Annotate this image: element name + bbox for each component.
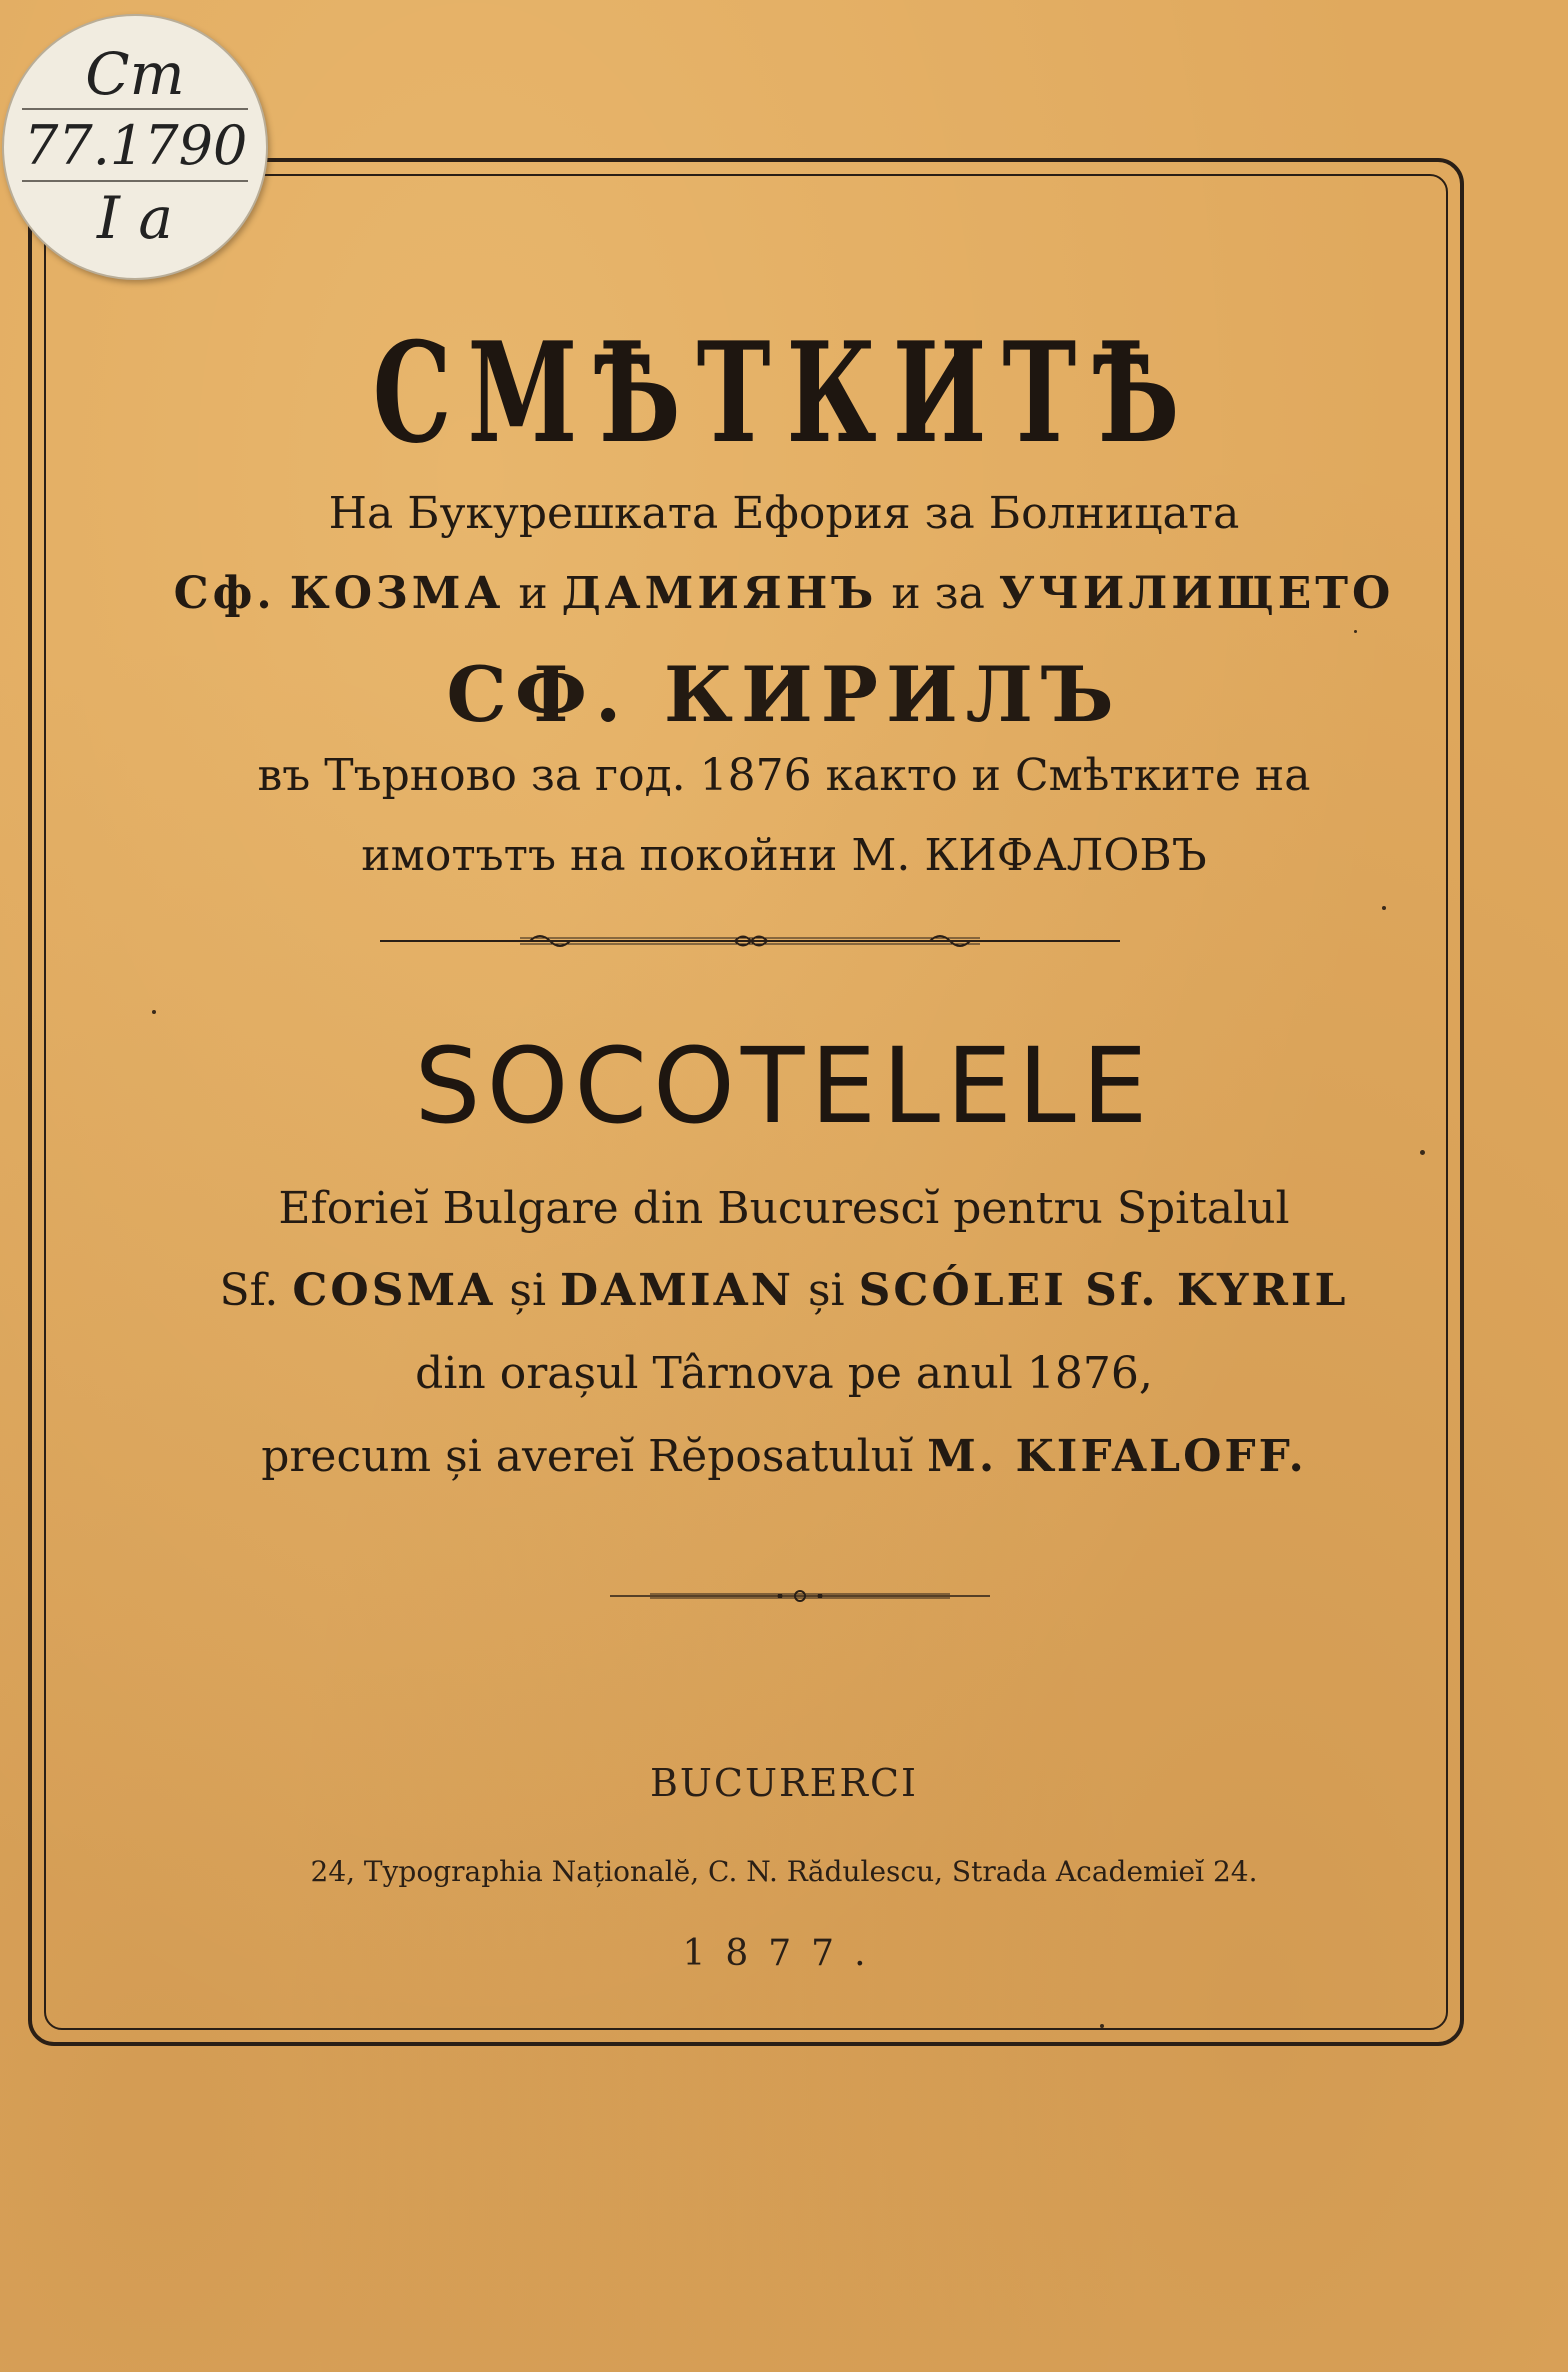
romanian-line-4 [0,1428,1568,1486]
imprint-printer: 24, Typographia Naționalĕ, C. N. Rădulescu, Strada Academieĭ 24. [310,1855,1258,1888]
bulgarian-and-for: и за [891,568,985,619]
ornamental-rule-1 [380,926,1120,956]
sticker-line-3: I а [97,184,173,252]
romanian-title: SOCOTELELE [414,1025,1154,1147]
sticker-line-1: Ст [85,40,185,108]
ornamental-rule-2 [610,1584,990,1608]
sticker-rule-2 [22,180,248,182]
bulgarian-line-2 [0,564,1568,624]
romanian-si-1: și [509,1265,547,1316]
paper-speck [1420,1150,1425,1155]
bulgarian-conjunction: и [518,568,548,619]
romanian-line-1: Eforieĭ Bulgare din Bucurescĭ pentru Spitalul [278,1183,1290,1234]
paper-speck [1382,906,1386,910]
bulgarian-line-5: имотътъ на покойни М. КИФАЛОВЪ [361,830,1207,881]
romanian-damian: DAMIAN [560,1265,794,1316]
sticker-line-2: 77.1790 [24,114,248,177]
paper-speck [1354,630,1357,633]
romanian-precum: precum și avereĭ Rĕposatuluĭ [261,1431,914,1482]
paper-speck [1100,2024,1104,2028]
bulgarian-kozma: КОЗМА [289,568,505,619]
bulgarian-damyan: ДАМИЯНЪ [561,568,878,619]
romanian-scolei: SCÓLEI Sf. KYRIL [858,1265,1349,1316]
bulgarian-line-3: СФ. КИРИЛЪ [446,650,1122,739]
romanian-line-3: din orașul Târnova pe anul 1876, [415,1348,1153,1399]
romanian-sf: Sf. [219,1265,279,1316]
bulgarian-school: УЧИЛИЩЕТО [998,568,1395,619]
bulgarian-sf-prefix: Сф. [173,568,276,619]
imprint-city: BUCURERCI [649,1761,919,1805]
bulgarian-title: СМѢТКИТѢ [372,311,1196,474]
romanian-line-2 [0,1262,1568,1320]
bulgarian-line-4: въ Търново за год. 1876 както и Смѣтките на [257,750,1311,801]
romanian-kifaloff: M. KIFALOFF. [927,1431,1307,1482]
imprint-year: 1877. [682,1933,886,1974]
sticker-rule-1 [22,108,248,110]
romanian-si-2: și [807,1265,845,1316]
romanian-cosma: COSMA [292,1265,496,1316]
paper-speck [152,1010,156,1014]
bulgarian-line-1: На Букурешката Ефория за Болницата [328,488,1240,539]
library-call-number-sticker [2,14,268,280]
